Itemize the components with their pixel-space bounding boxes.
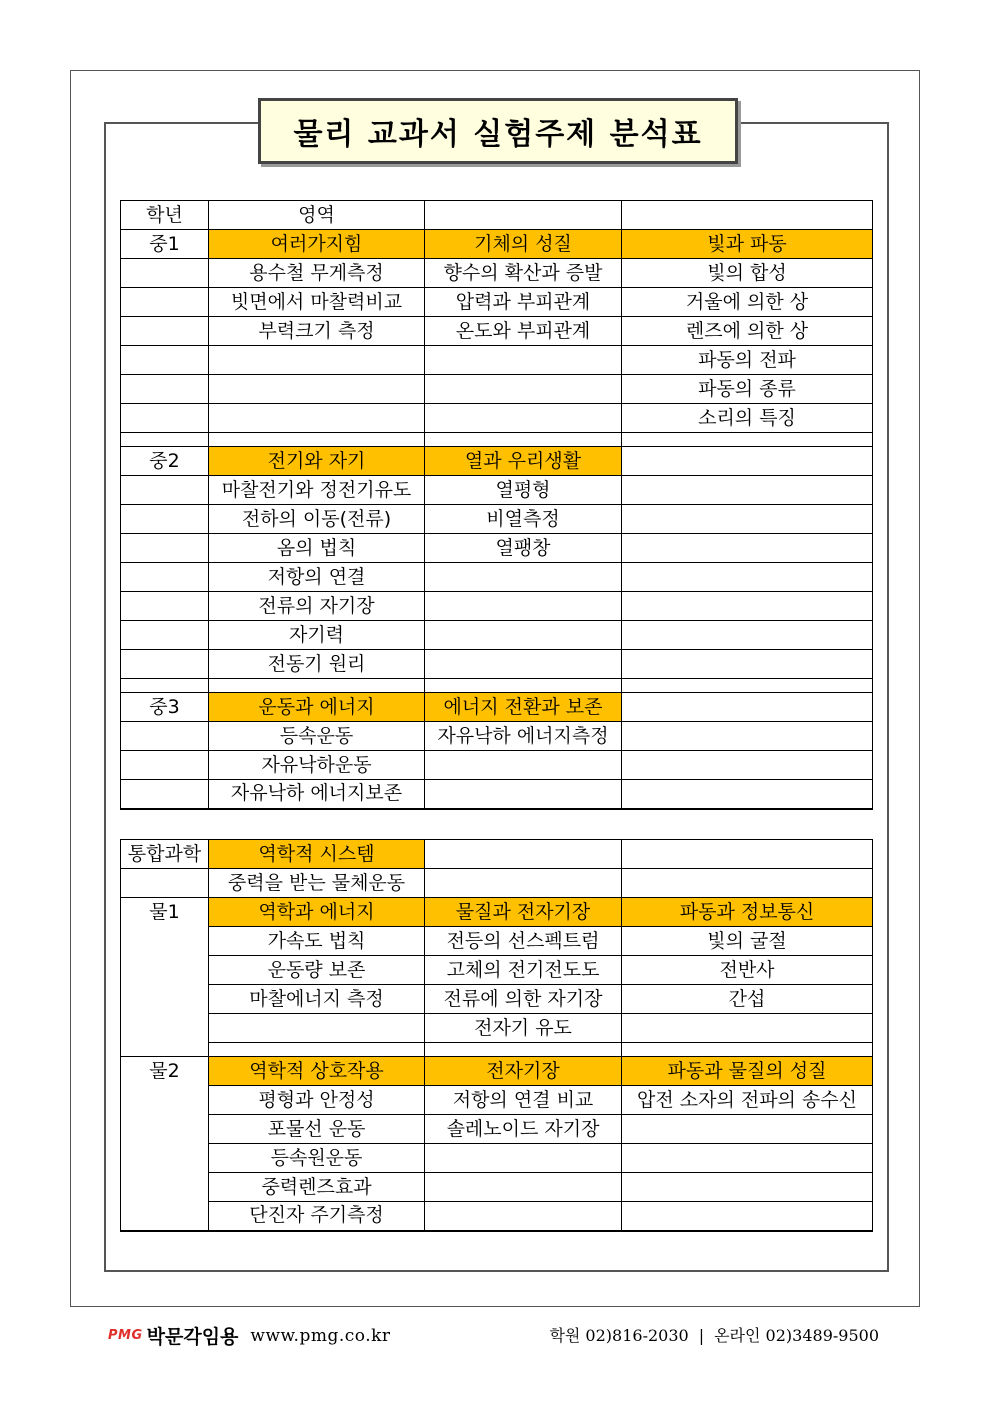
table-cell: 자유낙하 에너지보존 — [209, 780, 425, 809]
table-cell — [425, 840, 622, 869]
table-cell — [121, 780, 209, 809]
table-cell: 저항의 연결 — [209, 563, 425, 592]
middle-school-table — [120, 200, 873, 810]
table-cell — [121, 1202, 209, 1231]
table-cell — [121, 288, 209, 317]
table-cell — [209, 679, 425, 693]
table-cell: 기체의 성질 — [425, 230, 622, 259]
table-row — [121, 346, 873, 375]
table-cell: 자기력 — [209, 621, 425, 650]
table-cell: 가속도 법칙 — [209, 927, 425, 956]
table-row — [121, 869, 873, 898]
table-cell — [622, 1115, 873, 1144]
table-cell: 전등의 선스펙트럼 — [425, 927, 622, 956]
table-cell: 중3 — [121, 693, 209, 722]
table-cell — [121, 317, 209, 346]
table-cell — [425, 1144, 622, 1173]
table-cell: 빗면에서 마찰력비교 — [209, 288, 425, 317]
table-cell: 역학과 에너지 — [209, 898, 425, 927]
table-cell — [622, 1202, 873, 1231]
table-cell: 저항의 연결 비교 — [425, 1086, 622, 1115]
table-cell — [622, 780, 873, 809]
table-cell: 통합과학 — [121, 840, 209, 869]
table-cell — [622, 505, 873, 534]
table-row — [121, 375, 873, 404]
table-row — [121, 1202, 873, 1231]
table-cell — [622, 650, 873, 679]
table-row — [121, 534, 873, 563]
table-cell: 영역 — [209, 201, 425, 230]
table-cell: 열평형 — [425, 476, 622, 505]
table-cell — [622, 1173, 873, 1202]
brand-name: 박문각임용 — [146, 1326, 239, 1348]
website-link[interactable]: www.pmg.co.kr — [250, 1325, 391, 1346]
table-row — [121, 230, 873, 259]
table-cell: 파동의 종류 — [622, 375, 873, 404]
table-cell: 전반사 — [622, 956, 873, 985]
table-cell — [425, 1173, 622, 1202]
table-cell — [425, 1202, 622, 1231]
table-row — [121, 317, 873, 346]
table-cell: 역학적 시스템 — [209, 840, 425, 869]
table-cell: 온도와 부피관계 — [425, 317, 622, 346]
table-cell: 등속운동 — [209, 722, 425, 751]
table-cell: 역학적 상호작용 — [209, 1057, 425, 1086]
table-cell — [622, 679, 873, 693]
table-cell — [121, 956, 209, 985]
table-cell: 전기와 자기 — [209, 447, 425, 476]
table-cell — [121, 985, 209, 1014]
table-cell: 물1 — [121, 898, 209, 927]
section-header-row — [121, 1057, 873, 1086]
table-cell: 에너지 전환과 보존 — [425, 693, 622, 722]
table-cell: 중2 — [121, 447, 209, 476]
table-cell: 포물선 운동 — [209, 1115, 425, 1144]
table-cell — [622, 201, 873, 230]
table-row — [121, 621, 873, 650]
table-cell — [121, 346, 209, 375]
table-cell — [622, 621, 873, 650]
table-cell: 전자기장 — [425, 1057, 622, 1086]
table-cell: 거울에 의한 상 — [622, 288, 873, 317]
table-row — [121, 985, 873, 1014]
table-cell — [425, 404, 622, 433]
table-cell — [121, 433, 209, 447]
table-cell — [425, 679, 622, 693]
table-cell — [622, 476, 873, 505]
section-header-row — [121, 898, 873, 927]
table-cell — [425, 621, 622, 650]
table-cell: 평형과 안정성 — [209, 1086, 425, 1115]
table-cell: 전하의 이동(전류) — [209, 505, 425, 534]
table-cell: 여러가지힘 — [209, 230, 425, 259]
table-row — [121, 1144, 873, 1173]
table-cell — [121, 621, 209, 650]
table-cell — [622, 1014, 873, 1043]
table-cell — [425, 375, 622, 404]
spacer-row — [121, 1043, 873, 1057]
table-cell — [425, 201, 622, 230]
table-cell: 물2 — [121, 1057, 209, 1086]
table-cell — [622, 592, 873, 621]
table-header-row — [121, 201, 873, 230]
table-cell: 학년 — [121, 201, 209, 230]
table-cell: 압전 소자의 전파의 송수신 — [622, 1086, 873, 1115]
table-row — [121, 751, 873, 780]
table-cell — [425, 346, 622, 375]
table-cell: 운동량 보존 — [209, 956, 425, 985]
table-cell — [209, 433, 425, 447]
table-cell — [121, 592, 209, 621]
table-row — [121, 722, 873, 751]
table-cell: 등속원운동 — [209, 1144, 425, 1173]
table-cell: 파동의 전파 — [622, 346, 873, 375]
table-row — [121, 1173, 873, 1202]
table-cell: 간섭 — [622, 985, 873, 1014]
table-cell — [209, 1043, 425, 1057]
table-cell: 열과 우리생활 — [425, 447, 622, 476]
table-row — [121, 505, 873, 534]
table-cell: 전류에 의한 자기장 — [425, 985, 622, 1014]
table-cell: 자유낙하운동 — [209, 751, 425, 780]
table-cell: 중력렌즈효과 — [209, 1173, 425, 1202]
table-cell — [121, 505, 209, 534]
online-phone: 온라인 02)3489-9500 — [714, 1326, 879, 1345]
table-cell — [121, 679, 209, 693]
table-row — [121, 476, 873, 505]
table-row — [121, 1014, 873, 1043]
table-cell: 단진자 주기측정 — [209, 1202, 425, 1231]
pmg-logo-icon: PMG — [108, 1328, 143, 1343]
table-cell — [622, 693, 873, 722]
table-cell — [121, 259, 209, 288]
table-row — [121, 404, 873, 433]
table-cell — [121, 476, 209, 505]
table-cell: 향수의 확산과 증발 — [425, 259, 622, 288]
page-title: 물리 교과서 실험주제 분석표 — [258, 98, 738, 164]
table-cell — [622, 1144, 873, 1173]
table-cell — [121, 927, 209, 956]
table-row — [121, 288, 873, 317]
table-cell — [209, 1014, 425, 1043]
table-cell: 열팽창 — [425, 534, 622, 563]
table-cell: 압력과 부피관계 — [425, 288, 622, 317]
contact-separator: | — [698, 1326, 705, 1345]
table-cell: 운동과 에너지 — [209, 693, 425, 722]
table-cell — [121, 1014, 209, 1043]
table-cell — [121, 722, 209, 751]
table-cell: 마찰전기와 정전기유도 — [209, 476, 425, 505]
table-cell — [209, 346, 425, 375]
table-cell — [121, 1173, 209, 1202]
table-row — [121, 563, 873, 592]
table-cell — [622, 563, 873, 592]
table-cell: 자유낙하 에너지측정 — [425, 722, 622, 751]
table-cell: 마찰에너지 측정 — [209, 985, 425, 1014]
table-row — [121, 650, 873, 679]
table-cell — [425, 780, 622, 809]
table-cell — [121, 869, 209, 898]
table-cell — [622, 447, 873, 476]
table-cell — [121, 1043, 209, 1057]
table-cell — [425, 1043, 622, 1057]
table-cell — [121, 650, 209, 679]
table-cell: 중1 — [121, 230, 209, 259]
table-cell: 전동기 원리 — [209, 650, 425, 679]
table-cell: 비열측정 — [425, 505, 622, 534]
table-cell: 솔레노이드 자기장 — [425, 1115, 622, 1144]
table-row — [121, 1115, 873, 1144]
table-row — [121, 693, 873, 722]
table-cell: 빛과 파동 — [622, 230, 873, 259]
table-cell — [209, 404, 425, 433]
table-cell: 전자기 유도 — [425, 1014, 622, 1043]
table-cell — [622, 534, 873, 563]
table-cell — [121, 751, 209, 780]
table-cell: 렌즈에 의한 상 — [622, 317, 873, 346]
table-cell — [622, 751, 873, 780]
table-cell — [425, 563, 622, 592]
table-cell: 고체의 전기전도도 — [425, 956, 622, 985]
table-row — [121, 447, 873, 476]
table-cell: 부력크기 측정 — [209, 317, 425, 346]
table-cell — [121, 563, 209, 592]
table-cell — [209, 375, 425, 404]
table-cell — [622, 869, 873, 898]
table-cell — [425, 751, 622, 780]
spacer-row — [121, 679, 873, 693]
table-cell: 빛의 굴절 — [622, 927, 873, 956]
table-cell: 파동과 정보통신 — [622, 898, 873, 927]
table-cell — [622, 1043, 873, 1057]
table-row — [121, 840, 873, 869]
table-cell: 용수철 무게측정 — [209, 259, 425, 288]
table-row — [121, 259, 873, 288]
table-cell — [121, 1086, 209, 1115]
table-cell — [622, 722, 873, 751]
table-cell: 파동과 물질의 성질 — [622, 1057, 873, 1086]
table-cell: 물질과 전자기장 — [425, 898, 622, 927]
table-cell: 전류의 자기장 — [209, 592, 425, 621]
footer-contact — [549, 1323, 879, 1346]
table-row — [121, 927, 873, 956]
table-cell — [425, 650, 622, 679]
table-row — [121, 592, 873, 621]
high-school-table — [120, 839, 873, 1232]
table-cell: 옴의 법칙 — [209, 534, 425, 563]
table-cell — [121, 1144, 209, 1173]
table-cell: 빛의 합성 — [622, 259, 873, 288]
footer-brand — [108, 1322, 391, 1349]
academy-phone: 학원 02)816-2030 — [549, 1326, 689, 1345]
table-cell — [121, 534, 209, 563]
table-cell — [622, 840, 873, 869]
table-cell — [425, 592, 622, 621]
table-row — [121, 1086, 873, 1115]
table-cell — [425, 433, 622, 447]
table-cell — [121, 1115, 209, 1144]
table-cell — [121, 375, 209, 404]
table-row — [121, 780, 873, 809]
table-cell: 소리의 특징 — [622, 404, 873, 433]
spacer-row — [121, 433, 873, 447]
table-cell — [121, 404, 209, 433]
table-cell: 중력을 받는 물체운동 — [209, 869, 425, 898]
table-row — [121, 956, 873, 985]
table-cell — [622, 433, 873, 447]
table-cell — [425, 869, 622, 898]
